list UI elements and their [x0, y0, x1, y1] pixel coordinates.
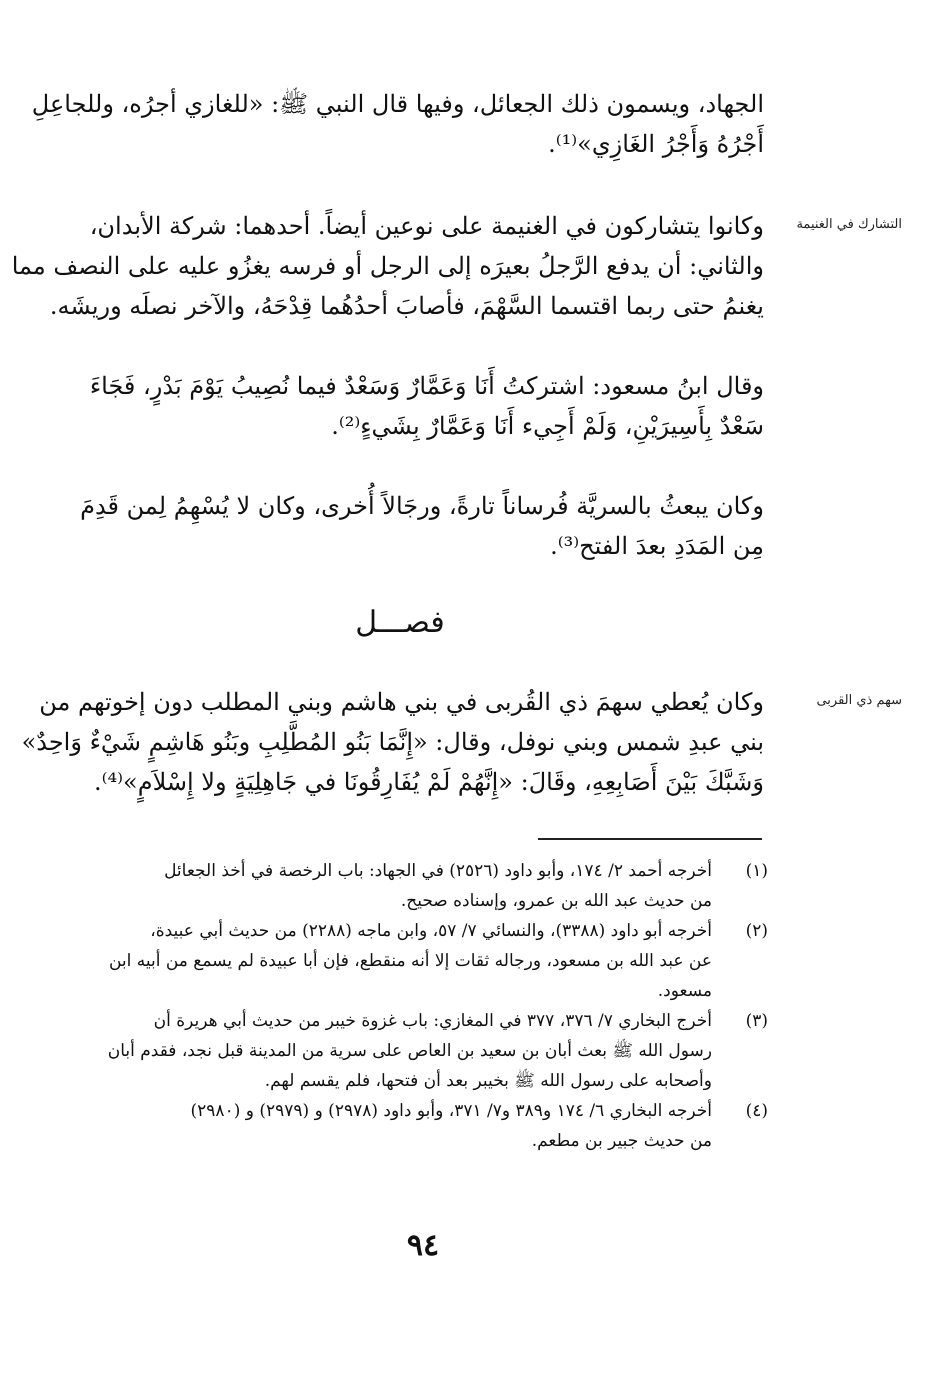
footnote-line: من حديث عبد الله بن عمرو، وإسناده صحيح.: [400, 891, 712, 911]
text-line: وكان يبعثُ بالسريَّة فُرساناً تارةً، ورجَالاً أُخرى، وكان لا يُسْهِمُ لِمن قَدِمَ: [80, 492, 764, 520]
footnote-1: [96, 856, 768, 916]
footnote-number: (٢): [745, 921, 768, 941]
footnotes: [96, 856, 768, 1156]
paragraph-partnership: [11, 206, 764, 326]
margin-note-kin-share: سهم ذي القربى: [816, 693, 902, 708]
text-line: وقال ابنُ مسعود: اشتركتُ أَنَا وَعَمَّارٌ وَسَعْدٌ فيما نُصِيبُ يَوْمَ بَدْرٍ، فَجَاءَ: [89, 372, 764, 400]
footnote-line: أخرجه أحمد ٢/ ١٧٤، وأبو داود (٢٥٢٦) في الجهاد: باب الرخصة في أخذ الجعائل: [164, 861, 712, 881]
paragraph-kin-share: [21, 682, 764, 802]
paragraph-ibn-masud: [89, 366, 764, 446]
text-line: مِن المَدَدِ بعدَ الفتح⁽³⁾.: [550, 532, 764, 560]
margin-note-partnership: التشارك في الغنيمة: [796, 217, 902, 232]
footnote-number: (١): [745, 861, 768, 881]
page-number: ٩٤: [406, 1228, 440, 1263]
footnote-number: (٣): [745, 1011, 768, 1031]
paragraph-jihad-jaail: [31, 84, 764, 164]
text-line: أَجْرُهُ وَأَجْرُ الغَازِي»⁽¹⁾.: [548, 130, 764, 158]
footnote-line: من حديث جبير بن مطعم.: [531, 1131, 712, 1151]
text-line: وَشَبَّكَ بَيْنَ أَصَابِعِهِ، وقَالَ: «إِنَّهُمْ لَمْ يُفَارِقُونَا في جَاهِلِيَةٍ ولا إِسْلاَمٍ»⁽⁴⁾.: [93, 768, 764, 796]
footnote-3: [96, 1006, 768, 1096]
section-heading: فصـــل: [355, 605, 445, 640]
footnote-4: [96, 1096, 768, 1156]
footnote-line: أخرج البخاري ٧/ ٣٧٦، ٣٧٧ في المغازي: باب غزوة خيبر من حديث أبي هريرة أن: [153, 1011, 712, 1031]
text-line: بني عبدِ شمس وبني نوفل، وقال: «إِنَّمَا بَنُو المُطَّلِبِ وبَنُو هَاشِمٍ شَيْءٌ وَاحِدٌ»: [21, 728, 764, 756]
text-line: وكان يُعطي سهمَ ذي القُربى في بني هاشم وبني المطلب دون إخوتهم من: [39, 688, 764, 716]
footnote-line: أخرجه أبو داود (٣٣٨٨)، والنسائي ٧/ ٥٧، وابن ماجه (٢٢٨٨) من حديث أبي عبيدة،: [150, 921, 712, 941]
footnote-number: (٤): [745, 1101, 768, 1121]
text-line: وكانوا يتشاركون في الغنيمة على نوعين أيضاً. أحدهما: شركة الأبدان،: [89, 212, 764, 240]
footnote-line: عن عبد الله بن مسعود، ورجاله ثقات إلا أنه منقطع، فإن أبا عبيدة لم يسمع من أبيه ابن: [108, 951, 712, 971]
footnote-separator: [538, 838, 762, 840]
paragraph-sariyya: [80, 486, 764, 566]
footnote-line: أخرجه البخاري ٦/ ١٧٤ و٣٨٩ و٧/ ٣٧١، وأبو داود (٢٩٧٨) و (٢٩٧٩) و (٢٩٨٠): [190, 1101, 712, 1121]
footnote-2: [96, 916, 768, 1006]
text-line: الجهاد، ويسمون ذلك الجعائل، وفيها قال النبي ﷺ: «للغازي أجرُه، وللجاعِلِ: [31, 90, 764, 118]
text-line: يغنمُ حتى ربما اقتسما السَّهْمَ، فأصابَ أحدُهُما قِدْحَهُ، والآخر نصلَه وريشَه.: [49, 292, 764, 320]
footnote-line: رسول الله ﷺ بعث أبان بن سعيد بن العاص على سرية من المدينة قبل نجد، فقدم أبان: [107, 1041, 712, 1061]
footnote-line: مسعود.: [657, 981, 712, 1001]
footnote-line: وأصحابه على رسول الله ﷺ بخيبر بعد أن فتحها، فلم يقسم لهم.: [264, 1071, 712, 1091]
text-line: سَعْدٌ بِأَسِيرَيْنِ، وَلَمْ أَجِيء أَنَا وَعَمَّارٌ بِشَيءٍ⁽²⁾.: [331, 412, 764, 440]
text-line: والثاني: أن يدفع الرَّجلُ بعيرَه إلى الرجل أو فرسه يغزُو عليه على النصف مما: [11, 252, 764, 280]
